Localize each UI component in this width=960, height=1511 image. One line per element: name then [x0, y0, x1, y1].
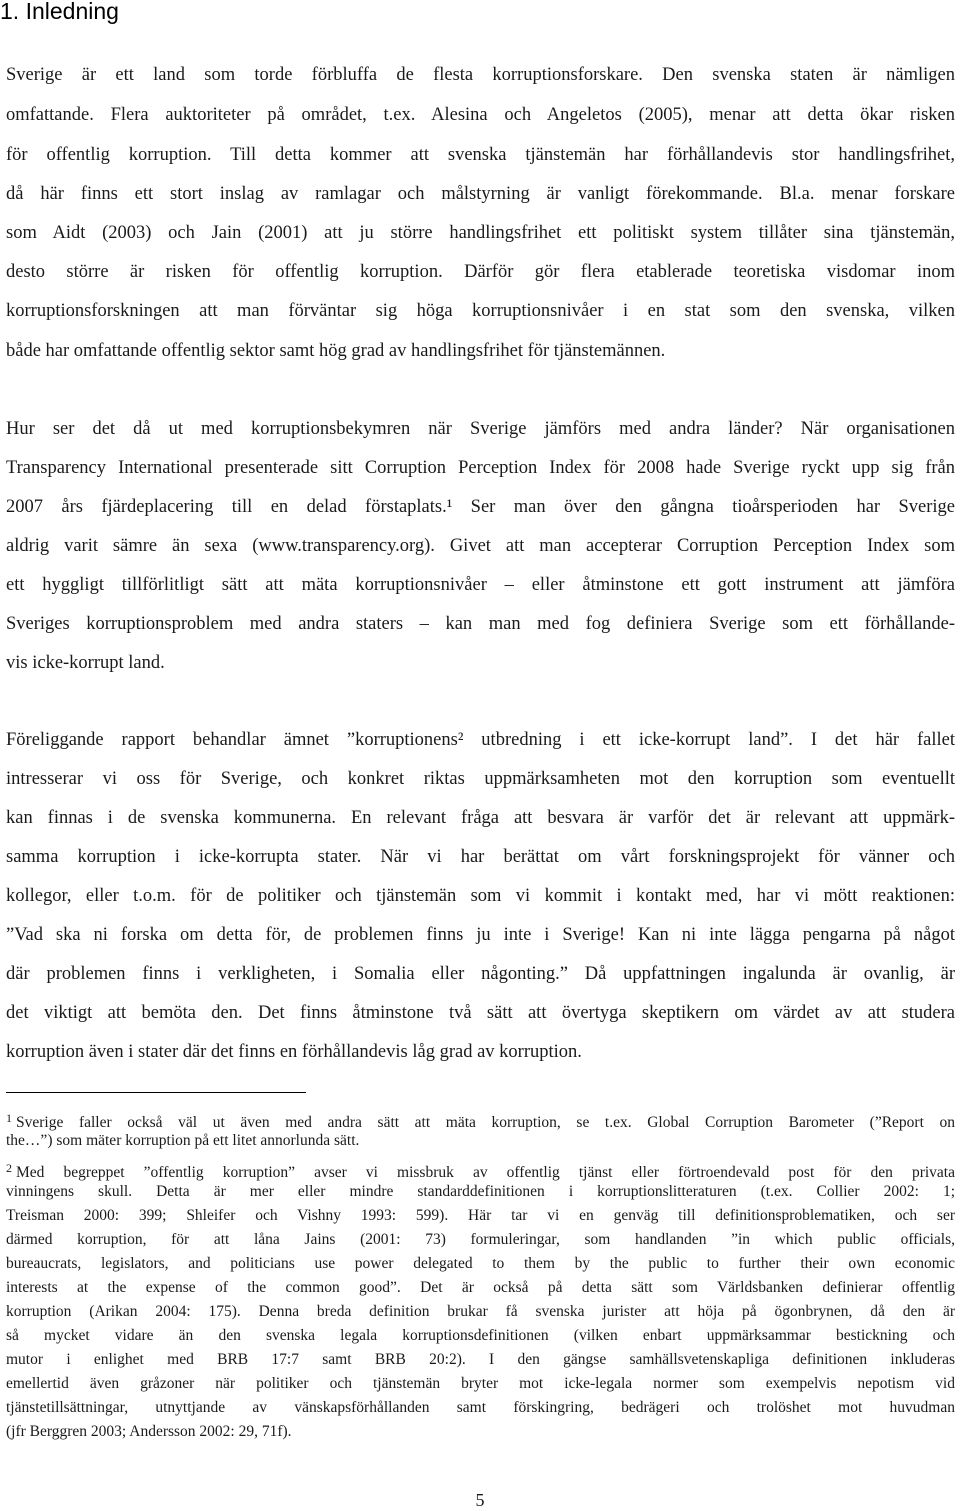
footnote-divider [6, 1092, 306, 1093]
footnote-line: the…”) som mäter korruption på ett litet annorlunda sätt. [6, 1132, 360, 1149]
text-line: både har omfattande offentlig sektor samt hög grad av handlingsfrihet för tjänstemännen. [6, 341, 666, 361]
text-line: ett hyggligt tillförlitligt sätt att mäta korruptionsnivåer – eller åtminstone ett gott instrument att jämföra [6, 575, 955, 595]
page-number: 5 [475, 1490, 485, 1510]
text-line: där problemen finns i verkligheten, i Somalia eller någonting.” Då uppfattningen ingalunda är ovanlig, är [6, 964, 955, 984]
text-line: ”Vad ska ni forska om detta för, de problemen finns ju inte i Sverige! Kan ni inte lägga pengarna på något [6, 925, 955, 945]
text-line: 2007 års fjärdeplacering till en delad förstaplats.¹ Ser man över den gångna tioårsperioden har Sverige [6, 497, 955, 517]
text-line: intresserar vi oss för Sverige, och konkret riktas uppmärksamheten mot den korruption som eventuellt [6, 769, 955, 789]
text-line: det viktigt att bemöta den. Det finns åtminstone två sätt att övertyga skeptikern om värdet av att studera [6, 1003, 955, 1023]
footnote-line: tjänstetillsättningar, utnyttjande av vänskapsförhållanden samt förskingring, bedrägeri och trolöshet mot huvudman [6, 1399, 955, 1416]
text-line: som Aidt (2003) och Jain (2001) att ju större handlingsfrihet ett politiskt system tillåter sina tjänstemän, [6, 223, 955, 243]
text-line: Transparency International presenterade sitt Corruption Perception Index för 2008 hade Sverige ryckt upp sig från [6, 458, 955, 478]
text-line: för offentlig korruption. Till detta kommer att svenska tjänstemän har förhållandevis stor handlingsfrihet, [6, 145, 955, 165]
footnote-line: korruption (Arikan 2004: 175). Denna breda definition brukar få svenska jurister att höja på ögonbrynen, då den är [6, 1303, 955, 1320]
footnote-marker: 2 [6, 1161, 12, 1175]
text-line: Föreliggande rapport behandlar ämnet ”korruptionens² utbredning i ett icke-korrupt land”. I det här fallet [6, 730, 955, 750]
footnote-line: bureaucrats, legislators, and politicians use power delegated to them by the public to further their own economic [6, 1255, 955, 1272]
footnote-line: (jfr Berggren 2003; Andersson 2002: 29, 71f). [6, 1423, 292, 1440]
footnote-marker: 1 [6, 1111, 12, 1125]
text-line: Sverige är ett land som torde förbluffa de flesta korruptionsforskare. Den svenska staten är nämligen [6, 65, 955, 85]
text-line: då här finns ett stort inslag av ramlagar och målstyrning är vanligt förekommande. Bl.a. menar forskare [6, 184, 955, 204]
footnote-line: vinningens skull. Detta är mer eller mindre standarddefinitionen i korruptionslitteraturen (t.ex. Collier 2002: 1; [6, 1183, 955, 1200]
text-line: samma korruption i icke-korrupta stater. När vi har berättat om vårt forskningsprojekt för vänner och [6, 847, 955, 867]
footnote-text: Sverige faller också väl ut även med andra sätt att mäta korruption, se t.ex. Global Corruption Barometer (”Report on [16, 1114, 955, 1131]
footnote-line: mutor i enlighet med BRB 17:7 samt BRB 20:2). I den gängse samhällsvetenskapliga definitionen inkluderas [6, 1351, 955, 1368]
footnote-line [6, 1108, 955, 1133]
footnote-line: Treisman 2000: 399; Shleifer och Vishny 1993: 599). Här tar vi en genväg till definitionsproblematiken, och ser [6, 1207, 955, 1224]
text-line: aldrig varit sämre än sexa (www.transparency.org). Givet att man accepterar Corruption Perception Index som [6, 536, 955, 556]
text-line: Sveriges korruptionsproblem med andra staters – kan man med fog definiera Sverige som ett förhållande- [6, 614, 955, 634]
text-line: korruptionsforskningen att man förväntar sig höga korruptionsnivåer i en stat som den svenska, vilken [6, 301, 955, 321]
footnote-line: därmed korruption, för att låna Jains (2001: 73) formuleringar, som handlanden ”in which public officials, [6, 1231, 955, 1248]
footnote-line: så mycket vidare än den svenska legala korruptionsdefinitionen (vilken enbart uppmärksammar bestickning och [6, 1327, 955, 1344]
text-line: Hur ser det då ut med korruptionsbekymren när Sverige jämförs med andra länder? När organisationen [6, 419, 955, 439]
footnote-line: interests at the expense of the common good”. Det är också på detta sätt som Världsbanken definierar offentlig [6, 1279, 955, 1296]
text-line: kan finnas i de svenska kommunerna. En relevant fråga att besvara är varför det är relevant att uppmärk- [6, 808, 955, 828]
section-heading: 1. Inledning [0, 0, 119, 24]
footnote-text: Med begreppet ”offentlig korruption” avser vi missbruk av offentlig tjänst eller förtroendevald post för den privata [16, 1164, 955, 1181]
text-line: vis icke-korrupt land. [6, 653, 165, 673]
text-line: korruption även i stater där det finns en förhållandevis låg grad av korruption. [6, 1042, 582, 1062]
text-line: desto större är risken för offentlig korruption. Därför gör flera etablerade teoretiska visdomar inom [6, 262, 955, 282]
text-line: omfattande. Flera auktoriteter på området, t.ex. Alesina och Angeletos (2005), menar att detta ökar risken [6, 105, 955, 125]
text-line: kollegor, eller t.o.m. för de politiker och tjänstemän som vi kommit i kontakt med, har vi mött reaktionen: [6, 886, 955, 906]
footnote-line [6, 1158, 955, 1183]
footnote-line: emellertid även gråzoner när politiker och tjänstemän bryter mot icke-legala normer som exempelvis nepotism vid [6, 1375, 955, 1392]
